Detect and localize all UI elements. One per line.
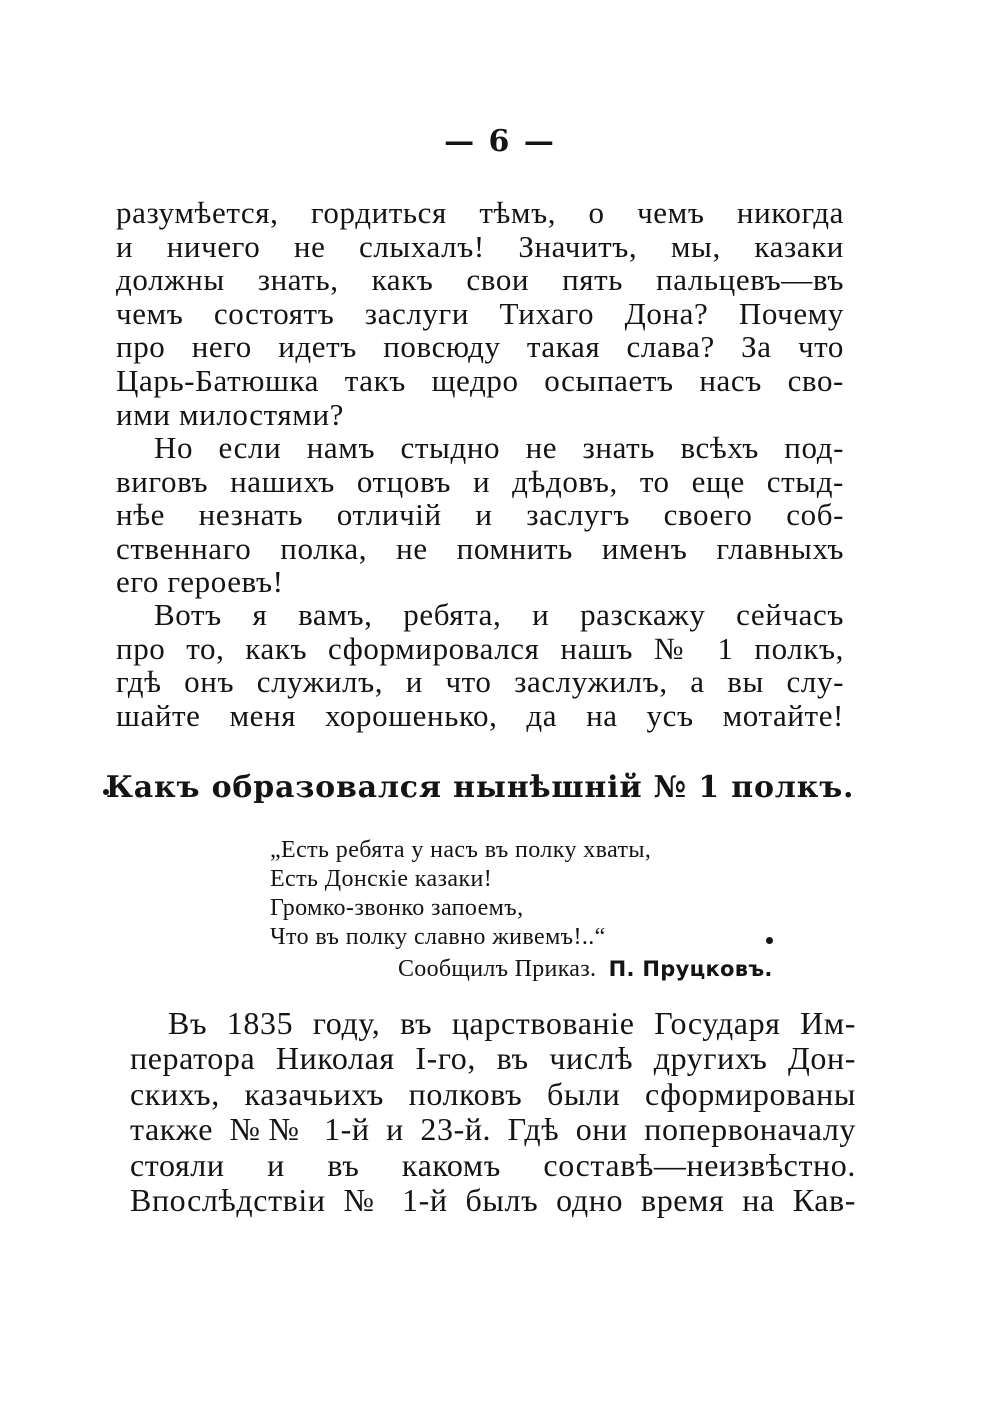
text-line: про то, какъ сформировался нашъ № 1 полкъ, [116, 630, 844, 666]
text-line: разумѣется, гордиться тѣмъ, о чемъ никогда [116, 195, 844, 230]
text-line: чемъ состоятъ заслуги Тихаго Дона? Почему [116, 295, 844, 331]
text-line: шайте меня хорошенько, да на усъ мотайте! [116, 697, 844, 733]
epigraph-verse: Есть Донскіе казаки! [270, 866, 493, 892]
paragraph-2 [116, 431, 844, 599]
paragraph-4 [130, 1006, 856, 1218]
text-line: Вотъ я вамъ, ребята, и разскажу сейчасъ [154, 597, 844, 632]
epigraph-verse: Что въ полку славно живемъ!..“ [270, 924, 606, 950]
text-line: Впослѣдствіи № 1-й былъ одно время на Кав- [130, 1182, 856, 1219]
text-line: Но если намъ стыдно не знать всѣхъ под- [154, 430, 844, 465]
text-line: Въ 1835 году, въ царствованіе Государя Им- [168, 1005, 856, 1041]
text-line: также №№ 1-й и 23-й. Гдѣ они попервоначалу [130, 1111, 856, 1148]
epigraph-attribution [398, 956, 838, 983]
text-line: должны знать, какъ свои пять пальцевъ—въ [116, 262, 844, 298]
attribution-prefix: Сообщилъ Приказ. [398, 956, 597, 982]
text-line: гдѣ онъ служилъ, и что заслужилъ, а вы слу- [116, 664, 844, 700]
section-heading: Какъ образовался нынѣшній № 1 полкъ. [105, 770, 855, 805]
epigraph [270, 836, 830, 952]
text-line: ственнаго полка, не помнить именъ главныхъ [116, 530, 844, 566]
page-number: — 6 — [444, 124, 556, 159]
epigraph-verse: „Есть ребята у насъ въ полку хваты, [270, 837, 652, 863]
text-line: скихъ, казачьихъ полковъ были сформированы [130, 1075, 856, 1112]
paragraph-1 [116, 196, 844, 431]
text-line: Царь-Батюшка такъ щедро осыпаетъ насъ сво- [116, 362, 844, 398]
text-line: ператора Николая I-го, въ числѣ другихъ Дон- [130, 1040, 856, 1077]
attribution-author: П. Пруцковъ. [608, 957, 773, 981]
text-line: ими милостями? [116, 396, 345, 432]
text-line: стояли и въ какомъ составѣ—неизвѣстно. [130, 1146, 856, 1183]
text-line: и ничего не слыхалъ! Значитъ, мы, казаки [116, 228, 844, 264]
paragraph-3 [116, 598, 844, 732]
text-line: его героевъ! [116, 564, 284, 600]
text-line: про него идетъ повсюду такая слава? За что [116, 329, 844, 365]
epigraph-verse: Громко-звонко запоемъ, [270, 895, 524, 921]
ink-speck [766, 937, 773, 944]
text-line: виговъ нашихъ отцовъ и дѣдовъ, то еще стыд- [116, 463, 844, 499]
text-line: нѣе незнать отличій и заслугъ своего соб- [116, 497, 844, 533]
